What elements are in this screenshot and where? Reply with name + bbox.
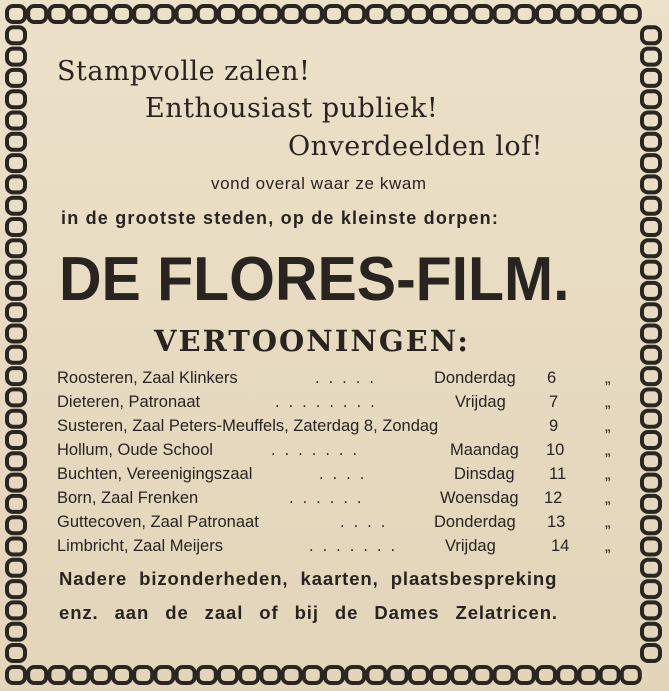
border-ring bbox=[452, 6, 470, 22]
border-ring bbox=[389, 667, 407, 683]
screening-place: Born, Zaal Frenken bbox=[57, 489, 199, 507]
border-ring bbox=[389, 6, 407, 22]
ditto-mark: „ bbox=[605, 537, 611, 555]
border-ring bbox=[642, 453, 660, 469]
screening-date: 7 bbox=[549, 393, 559, 411]
border-ring bbox=[642, 432, 660, 448]
border-ring bbox=[240, 667, 258, 683]
border-ring bbox=[49, 667, 67, 683]
border-ring bbox=[113, 667, 131, 683]
border-ring bbox=[7, 219, 25, 235]
border-ring bbox=[642, 411, 660, 427]
border-ring bbox=[579, 6, 597, 22]
border-ring bbox=[7, 581, 25, 597]
border-ring bbox=[7, 475, 25, 491]
screening-date: 12 bbox=[544, 489, 563, 507]
screening-row bbox=[57, 489, 617, 513]
advert-body bbox=[37, 34, 615, 649]
border-ring bbox=[7, 624, 25, 640]
border-ring bbox=[642, 581, 660, 597]
screening-day: Maandag bbox=[450, 441, 519, 459]
border-ring bbox=[473, 667, 491, 683]
border-ring bbox=[579, 667, 597, 683]
border-ring bbox=[537, 6, 555, 22]
ditto-mark: „ bbox=[605, 513, 611, 531]
border-ring bbox=[642, 198, 660, 214]
ditto-mark: „ bbox=[605, 441, 611, 459]
footer-line-2: enz. aan de zaal of bij de Dames Zelatricen. bbox=[59, 602, 558, 623]
border-ring bbox=[7, 326, 25, 342]
border-ring bbox=[601, 667, 619, 683]
border-ring bbox=[7, 517, 25, 533]
border-ring bbox=[367, 6, 385, 22]
screening-place: Hollum, Oude School bbox=[57, 441, 213, 459]
headline-line-2: Enthousiast publiek! bbox=[145, 93, 439, 124]
border-ring bbox=[367, 667, 385, 683]
screening-row bbox=[57, 537, 617, 561]
border-ring bbox=[7, 645, 25, 661]
border-ring bbox=[219, 667, 237, 683]
screening-place: Guttecoven, Zaal Patronaat bbox=[57, 513, 259, 531]
screening-row bbox=[57, 417, 617, 441]
border-ring bbox=[473, 6, 491, 22]
border-ring bbox=[642, 539, 660, 555]
border-ring bbox=[7, 70, 25, 86]
border-ring bbox=[155, 6, 173, 22]
border-ring bbox=[642, 219, 660, 235]
border-ring bbox=[7, 453, 25, 469]
screening-place: Buchten, Vereenigingszaal bbox=[57, 465, 253, 483]
border-ring bbox=[283, 6, 301, 22]
screening-date: 14 bbox=[551, 537, 570, 555]
border-ring bbox=[7, 6, 25, 22]
screening-date: 6 bbox=[547, 369, 557, 387]
screening-day: Donderdag bbox=[434, 513, 516, 531]
leader-dots: ..... bbox=[315, 369, 383, 387]
screenings-heading: VERTOONINGEN: bbox=[154, 324, 470, 358]
border-ring bbox=[642, 347, 660, 363]
border-ring bbox=[642, 27, 660, 43]
border-ring bbox=[346, 6, 364, 22]
border-ring bbox=[642, 326, 660, 342]
border-ring bbox=[601, 6, 619, 22]
border-ring bbox=[7, 539, 25, 555]
border-ring bbox=[177, 6, 195, 22]
headline-line-3: Onverdeelden lof! bbox=[288, 131, 544, 162]
border-ring bbox=[7, 283, 25, 299]
border-ring bbox=[642, 304, 660, 320]
screening-day: Dinsdag bbox=[454, 465, 515, 483]
border-ring bbox=[495, 6, 513, 22]
border-ring bbox=[642, 645, 660, 661]
subline-places: in de grootste steden, op de kleinste dorpen: bbox=[61, 208, 500, 228]
border-ring bbox=[7, 113, 25, 129]
border-ring bbox=[642, 176, 660, 192]
border-ring bbox=[7, 667, 25, 683]
border-ring bbox=[198, 667, 216, 683]
border-ring bbox=[558, 667, 576, 683]
leader-dots: .... bbox=[340, 513, 395, 531]
border-ring bbox=[7, 262, 25, 278]
screening-day: Vrijdag bbox=[445, 537, 496, 555]
border-ring bbox=[7, 91, 25, 107]
border-ring bbox=[642, 240, 660, 256]
screening-row bbox=[57, 465, 617, 489]
subline-text: vond overal waar ze kwam bbox=[211, 174, 427, 193]
border-ring bbox=[410, 6, 428, 22]
border-ring bbox=[7, 176, 25, 192]
screening-day: Donderdag bbox=[434, 369, 516, 387]
border-ring bbox=[642, 389, 660, 405]
border-ring bbox=[7, 304, 25, 320]
screening-place: Roosteren, Zaal Klinkers bbox=[57, 369, 238, 387]
border-ring bbox=[240, 6, 258, 22]
border-ring bbox=[452, 667, 470, 683]
border-ring bbox=[7, 368, 25, 384]
border-ring bbox=[92, 6, 110, 22]
border-ring bbox=[7, 134, 25, 150]
border-ring bbox=[198, 6, 216, 22]
border-ring bbox=[261, 6, 279, 22]
screening-place: Dieteren, Patronaat bbox=[57, 393, 201, 411]
border-ring bbox=[516, 6, 534, 22]
border-ring bbox=[71, 667, 89, 683]
border-ring bbox=[642, 602, 660, 618]
screening-day: Vrijdag bbox=[455, 393, 506, 411]
border-ring bbox=[7, 602, 25, 618]
border-ring bbox=[642, 134, 660, 150]
border-ring bbox=[219, 6, 237, 22]
border-ring bbox=[49, 6, 67, 22]
border-ring bbox=[7, 496, 25, 512]
screening-place: Susteren, Zaal Peters-Meuffels, Zaterdag 8, Zondag bbox=[57, 417, 439, 435]
border-ring bbox=[642, 283, 660, 299]
border-ring bbox=[431, 667, 449, 683]
film-title: DE FLORES-FILM. bbox=[59, 245, 570, 314]
border-ring bbox=[642, 624, 660, 640]
border-ring bbox=[558, 6, 576, 22]
border-ring bbox=[71, 6, 89, 22]
headline-line-1: Stampvolle zalen! bbox=[57, 56, 311, 87]
screening-row bbox=[57, 393, 617, 417]
border-ring bbox=[28, 6, 46, 22]
ditto-mark: „ bbox=[605, 465, 611, 483]
border-ring bbox=[155, 667, 173, 683]
border-ring bbox=[410, 667, 428, 683]
border-ring bbox=[7, 198, 25, 214]
border-ring bbox=[642, 560, 660, 576]
ditto-mark: „ bbox=[605, 417, 611, 435]
border-ring bbox=[7, 411, 25, 427]
border-ring bbox=[622, 667, 640, 683]
border-ring bbox=[642, 49, 660, 65]
screening-date: 10 bbox=[546, 441, 565, 459]
border-ring bbox=[346, 667, 364, 683]
border-ring bbox=[325, 6, 343, 22]
border-ring bbox=[642, 517, 660, 533]
border-ring bbox=[134, 6, 152, 22]
border-ring bbox=[177, 667, 195, 683]
border-ring bbox=[134, 667, 152, 683]
border-ring bbox=[7, 27, 25, 43]
screening-date: 11 bbox=[549, 465, 567, 483]
border-ring bbox=[7, 49, 25, 65]
leader-dots: ........ bbox=[275, 393, 384, 411]
leader-dots: .... bbox=[319, 465, 374, 483]
border-ring bbox=[516, 667, 534, 683]
border-ring bbox=[7, 432, 25, 448]
screening-date: 9 bbox=[549, 417, 559, 435]
screening-place: Limbricht, Zaal Meijers bbox=[57, 537, 223, 555]
border-ring bbox=[537, 667, 555, 683]
border-ring bbox=[495, 667, 513, 683]
border-ring bbox=[28, 667, 46, 683]
border-ring bbox=[642, 70, 660, 86]
border-ring bbox=[7, 560, 25, 576]
leader-dots: ....... bbox=[271, 441, 367, 459]
screening-row bbox=[57, 441, 617, 465]
border-ring bbox=[622, 6, 640, 22]
leader-dots: ...... bbox=[289, 489, 371, 507]
border-ring bbox=[642, 262, 660, 278]
border-ring bbox=[7, 155, 25, 171]
leader-dots: ....... bbox=[309, 537, 405, 555]
border-ring bbox=[7, 347, 25, 363]
border-ring bbox=[283, 667, 301, 683]
border-ring bbox=[642, 368, 660, 384]
border-ring bbox=[642, 475, 660, 491]
ditto-mark: „ bbox=[605, 393, 611, 411]
border-ring bbox=[642, 155, 660, 171]
footer-line-1: Nadere bizonderheden, kaarten, plaatsbespreking bbox=[59, 568, 558, 589]
border-ring bbox=[113, 6, 131, 22]
border-ring bbox=[7, 389, 25, 405]
border-ring bbox=[325, 667, 343, 683]
ditto-mark: „ bbox=[605, 489, 611, 507]
screening-day: Woensdag bbox=[440, 489, 519, 507]
border-ring bbox=[304, 667, 322, 683]
border-ring bbox=[431, 6, 449, 22]
screening-date: 13 bbox=[547, 513, 566, 531]
screening-row bbox=[57, 369, 617, 393]
border-ring bbox=[92, 667, 110, 683]
border-ring bbox=[642, 113, 660, 129]
ditto-mark: „ bbox=[605, 369, 611, 387]
border-ring bbox=[304, 6, 322, 22]
border-ring bbox=[261, 667, 279, 683]
screening-row bbox=[57, 513, 617, 537]
border-ring bbox=[642, 496, 660, 512]
border-ring bbox=[642, 91, 660, 107]
border-ring bbox=[7, 240, 25, 256]
